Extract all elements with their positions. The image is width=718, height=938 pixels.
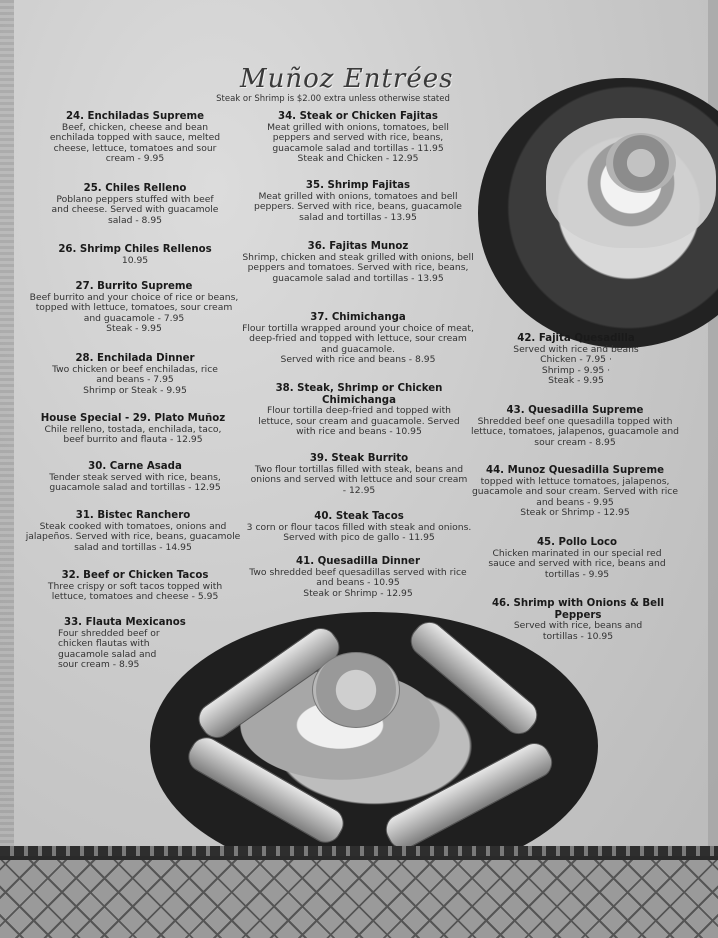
- item-name: 31. Bistec Ranchero: [75, 510, 191, 521]
- item-name: 45. Pollo Loco: [536, 537, 618, 548]
- item-desc: Chile relleno, tostada, enchilada, taco, beef burrito and flauta - 12.95: [44, 423, 222, 446]
- menu-item: [50, 617, 220, 671]
- menu-item: [30, 183, 240, 226]
- menu-item: [470, 465, 680, 519]
- menu-item: [484, 537, 670, 580]
- decorative-tile-border: [0, 856, 718, 938]
- item-extra: Served with rice and beans - 8.95: [280, 354, 436, 366]
- menu-item: [242, 556, 474, 599]
- item-desc: Two flour tortillas filled with steak, beans and onions and served with lettuce and sour cream - 12.95: [250, 463, 468, 496]
- page-binding-edge: [0, 0, 14, 938]
- item-desc: Steak cooked with tomatoes, onions and jalapeños. Served with rice, beans, guacamole salad and tortillas - 14.95: [25, 520, 241, 553]
- item-name: 30. Carne Asada: [88, 461, 182, 472]
- item-desc: Four shredded beef or chicken flautas with guacamole salad and sour cream - 8.95: [58, 627, 160, 671]
- menu-item: [248, 453, 470, 496]
- fajita-plate-photo: [478, 78, 718, 348]
- item-name: 33. Flauta Mexicanos: [64, 617, 186, 628]
- menu-item: [240, 312, 476, 366]
- item-name: 34. Steak or Chicken Fajitas: [278, 111, 438, 122]
- item-desc: Meat grilled with onions, tomatoes and bell peppers. Served with rice, beans, guacamole salad and tortillas - 13.95: [254, 190, 462, 223]
- item-desc: Two shredded beef quesadillas served with rice and beans - 10.95: [249, 566, 467, 589]
- menu-item: [490, 598, 666, 642]
- item-name: 37. Chimichanga: [310, 312, 406, 323]
- item-desc: Flour tortilla deep-fried and topped with lettuce, sour cream and guacamole. Served with rice and beans - 10.95: [258, 405, 460, 438]
- item-name: 42. Fajita Quesadilla: [517, 333, 635, 344]
- menu-item: [28, 281, 240, 335]
- item-name: 44. Munoz Quesadilla Supreme: [485, 465, 664, 476]
- item-desc: Meat grilled with onions, tomatoes, bell peppers and served with rice, beans, guacamole salad and tortillas - 11.95: [267, 121, 449, 154]
- item-desc: Flour tortilla wrapped around your choice of meat, deep-fried and topped with lettuce, sour cream and guacamole.: [242, 322, 474, 355]
- menu-item: [242, 111, 474, 165]
- item-desc: topped with lettuce tomatoes, jalapenos, guacamole and sour cream. Served with rice and beans - 9.95: [471, 475, 679, 508]
- item-desc: Three crispy or soft tacos topped with lettuce, tomatoes and cheese - 5.95: [47, 580, 223, 603]
- item-extra: Steak or Shrimp - 12.95: [303, 587, 413, 599]
- item-desc: Served with rice, beans and tortillas - 10.95: [513, 620, 643, 642]
- item-name: 28. Enchilada Dinner: [75, 353, 195, 364]
- item-desc: Served with rice and beans: [513, 343, 639, 355]
- item-desc: Beef burrito and your choice of rice or beans, topped with lettuce, tomatoes, sour cream and guacamole - 7.95: [29, 291, 239, 324]
- item-desc: Tender steak served with rice, beans, guacamole salad and tortillas - 12.95: [49, 471, 221, 494]
- menu-item: [24, 510, 242, 553]
- menu-item: [496, 333, 656, 387]
- menu-item: [30, 244, 240, 266]
- menu-item: [26, 413, 240, 446]
- item-name: 40. Steak Tacos: [314, 511, 404, 522]
- item-desc: 10.95: [121, 254, 149, 266]
- item-name: 46. Shrimp with Onions & Bell Peppers: [491, 598, 665, 621]
- item-extra: Shrimp or Steak - 9.95: [83, 384, 187, 396]
- item-name: 35. Shrimp Fajitas: [305, 180, 411, 191]
- item-name: 32. Beef or Chicken Tacos: [61, 570, 209, 581]
- menu-item: [470, 405, 680, 448]
- item-desc: Chicken marinated in our special red sauce and served with rice, beans and tortillas - 9.95: [488, 547, 666, 580]
- menu-item: [242, 241, 474, 284]
- item-name: House Special - 29. Plato Muñoz: [40, 413, 226, 424]
- item-name: 41. Quesadilla Dinner: [296, 556, 420, 567]
- menu-item: [30, 461, 240, 494]
- item-name: 26. Shrimp Chiles Rellenos: [58, 244, 212, 255]
- item-desc: Two chicken or beef enchiladas, rice and beans - 7.95: [52, 363, 218, 386]
- item-desc: Beef, chicken, cheese and bean enchilada topped with sauce, melted cheese, lettuce, tomatoes and sour cream - 9.95: [49, 121, 221, 165]
- menu-item: [30, 353, 240, 396]
- item-name: 43. Quesadilla Supreme: [506, 405, 644, 416]
- menu-item: [30, 570, 240, 603]
- item-extra: Chicken - 7.95 · Shrimp - 9.95 · Steak - 9.95: [540, 354, 612, 387]
- item-name: 24. Enchiladas Supreme: [65, 111, 205, 122]
- item-name: 36. Fajitas Munoz: [307, 241, 409, 252]
- menu-item: [30, 111, 240, 165]
- plate-tomato: [312, 652, 400, 728]
- item-name: 25. Chiles Relleno: [83, 183, 187, 194]
- menu-item: [242, 180, 474, 223]
- item-name: 27. Burrito Supreme: [75, 281, 193, 292]
- item-desc: Poblano peppers stuffed with beef and cheese. Served with guacamole salad - 8.95: [51, 193, 219, 226]
- menu-item: [244, 511, 474, 544]
- item-extra: Steak and Chicken - 12.95: [297, 153, 419, 165]
- item-name: 38. Steak, Shrimp or Chicken Chimichanga: [275, 383, 443, 406]
- menu-item: [250, 383, 468, 438]
- item-desc: 3 corn or flour tacos filled with steak and onions. Served with pico de gallo - 11.95: [246, 521, 472, 544]
- item-name: 39. Steak Burrito: [309, 453, 409, 464]
- item-extra: Steak - 9.95: [106, 323, 162, 335]
- item-desc: Shrimp, chicken and steak grilled with onions, bell peppers and tomatoes. Served with rice, beans, guacamole salad and tortillas - 13.95: [242, 251, 474, 284]
- item-extra: Steak or Shrimp - 12.95: [520, 507, 630, 519]
- page-subtitle: Steak or Shrimp is $2.00 extra unless otherwise stated: [216, 94, 450, 104]
- item-desc: Shredded beef one quesadilla topped with lettuce, tomatoes, jalapenos, guacamole and sour cream - 8.95: [471, 415, 679, 448]
- plate-tomato: [606, 133, 676, 193]
- page-title: Muñoz Entrées: [240, 64, 454, 94]
